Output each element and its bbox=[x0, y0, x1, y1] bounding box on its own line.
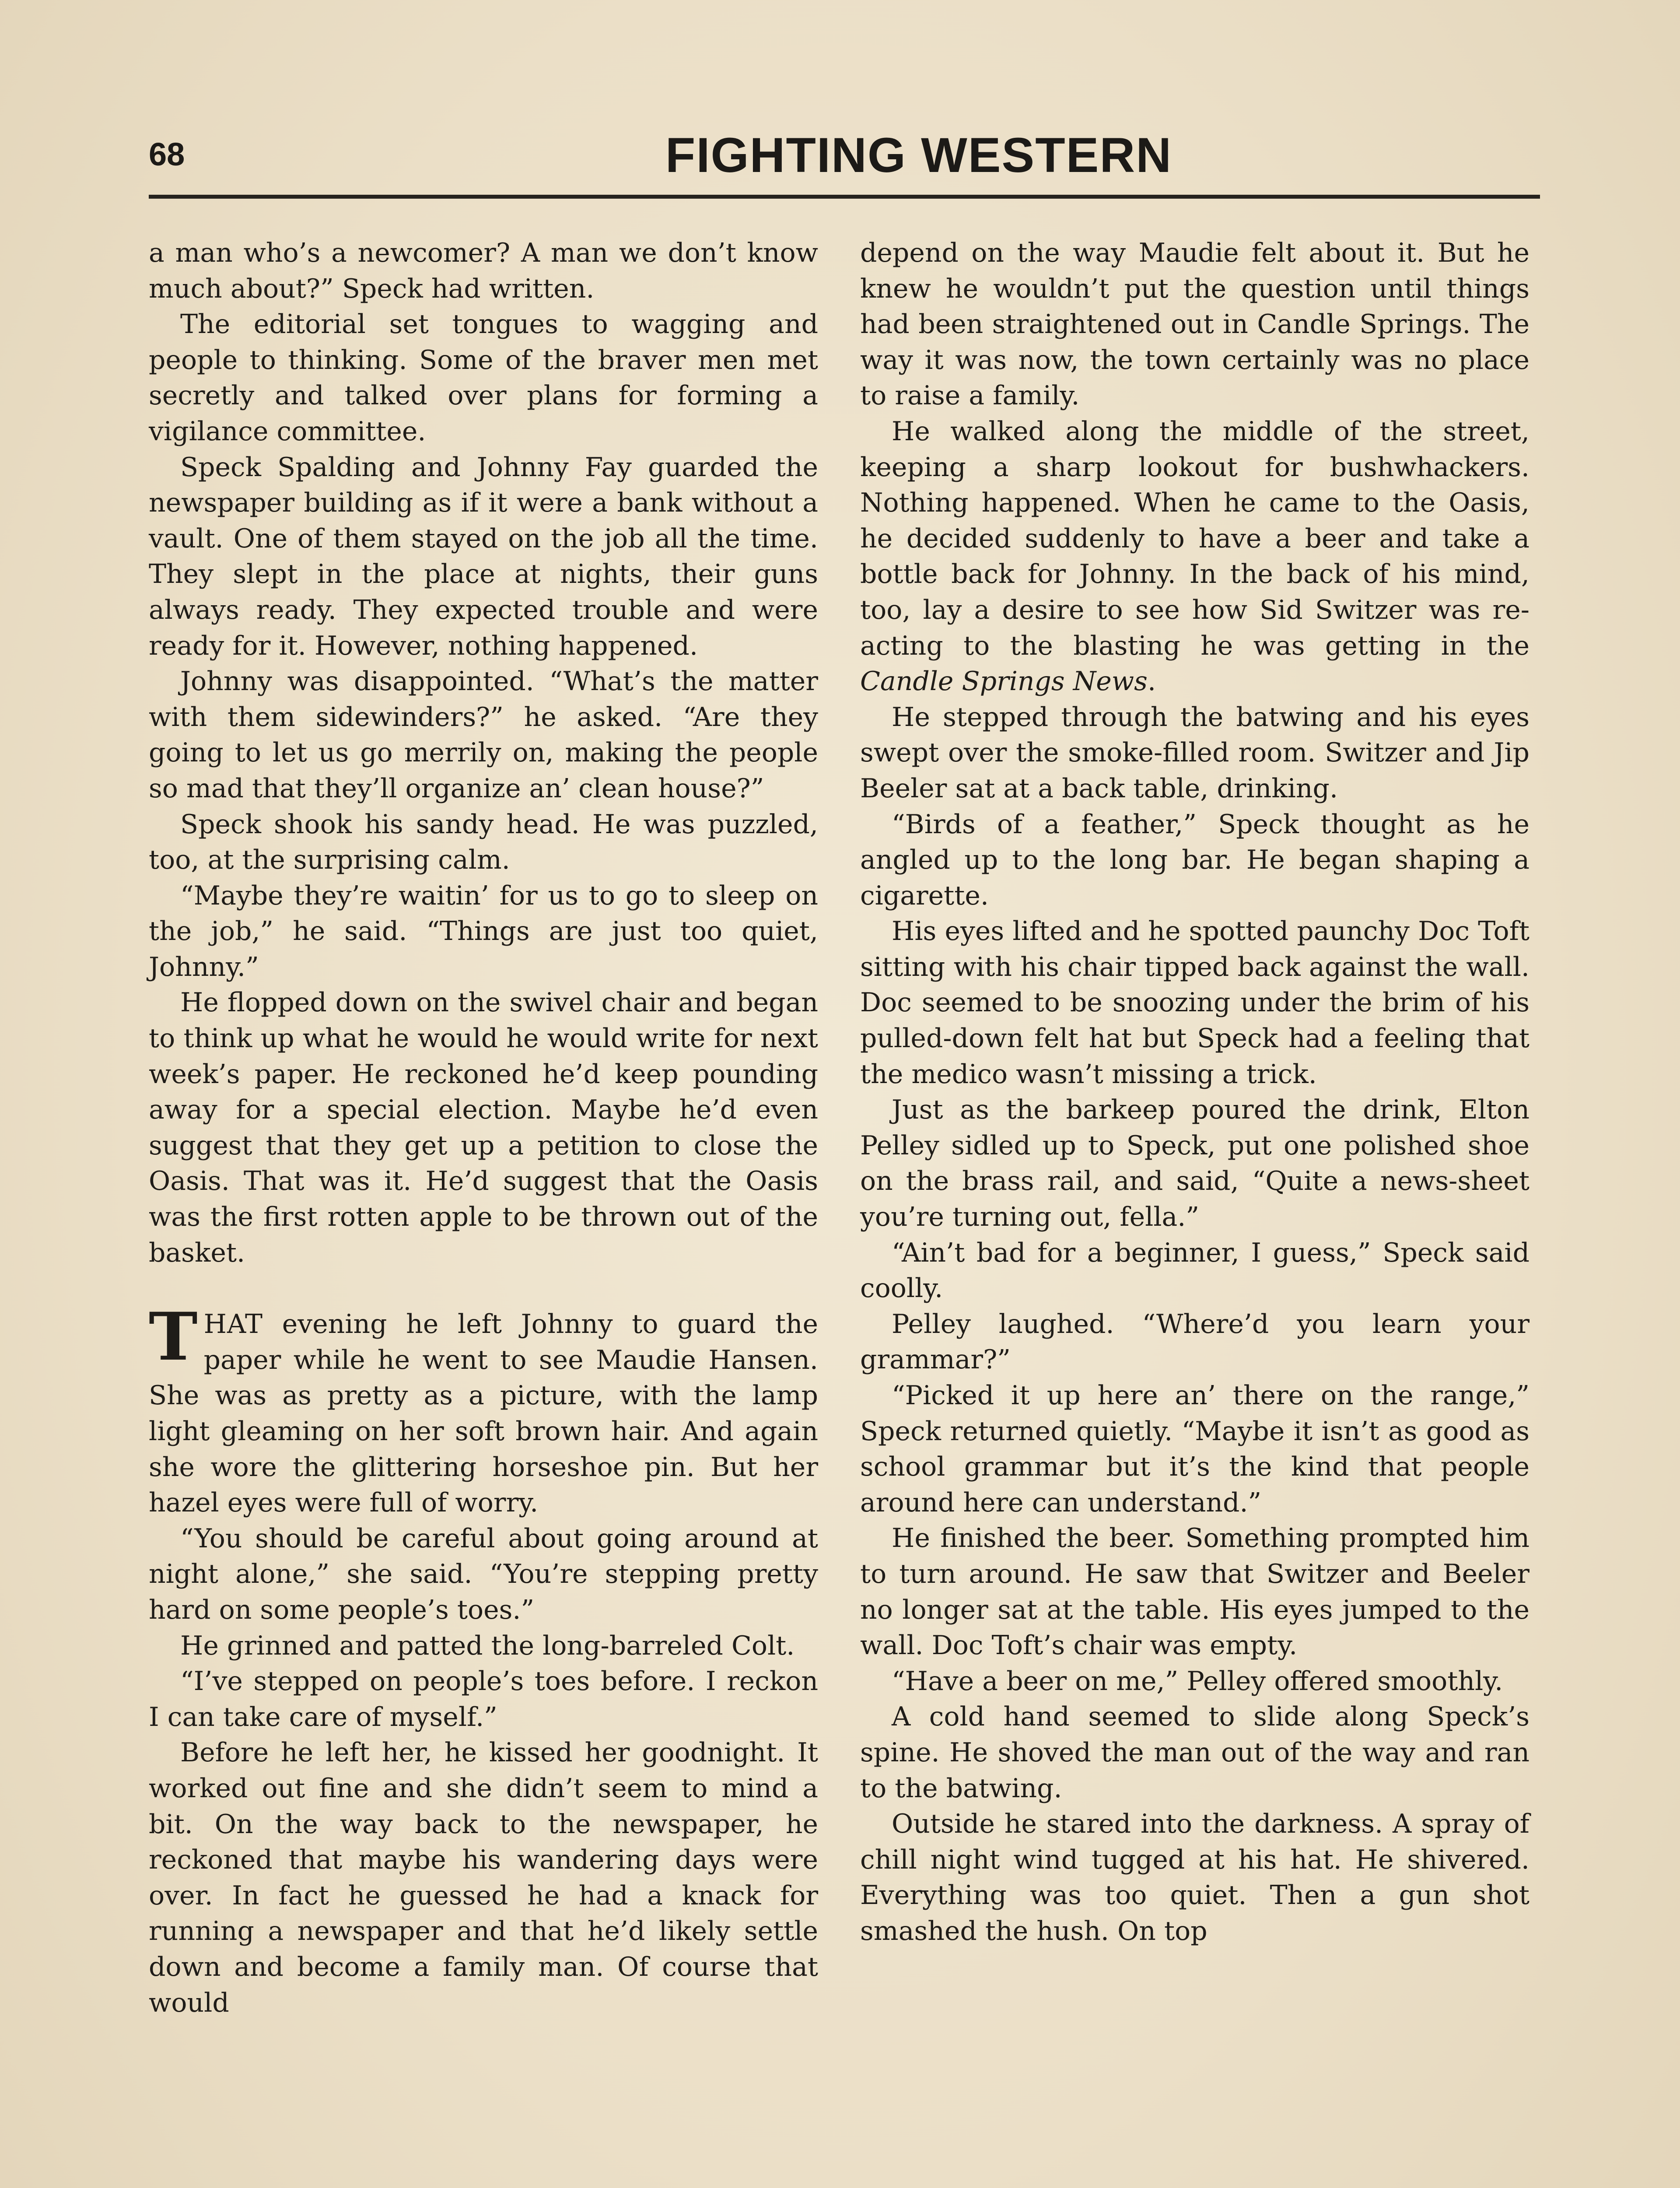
left-column bbox=[149, 235, 818, 2021]
paragraph-text-end: . bbox=[1147, 666, 1156, 697]
paragraph: He finished the beer. Something prompted him to turn around. He saw that Switzer and Beeler no longer sat at the table. His eyes jumped to the wall. Doc Toft’s chair was empty. bbox=[860, 1523, 1530, 1661]
newspaper-name: Candle Springs News bbox=[860, 666, 1148, 697]
paragraph: Pelley laughed. “Where’d you learn your grammar?” bbox=[860, 1308, 1530, 1375]
paragraph-text: He walked along the middle of the street, keeping a sharp lookout for bushwhackers. Nothing happened. When he came to the Oasis, he decided suddenly to have a beer and take a bottle back for Johnny. In the back of his mind, too, lay a desire to see how Sid Switzer was reacting to the blasting he was getting in the bbox=[860, 416, 1530, 661]
page-number: 68 bbox=[149, 136, 185, 172]
paragraph: A cold hand seemed to slide along Speck’s spine. He shoved the man out of the way and ran to the batwing. bbox=[860, 1701, 1530, 1804]
paragraph: “Have a beer on me,” Pelley offered smoothly. bbox=[892, 1666, 1503, 1697]
paragraph: Johnny was disappointed. “What’s the matter with them sidewinders?” he asked. “Are they going to let us go merrily on, making the people so mad that they’ll organize an’ clean house?” bbox=[149, 666, 818, 804]
paragraph: Speck Spalding and Johnny Fay guarded the newspaper building as if it were a bank without a vault. One of them stayed on the job all the time. They slept in the place at nights, their guns always ready. They expected trouble and were ready for it. However, nothing happened. bbox=[149, 452, 818, 661]
paragraph: “Birds of a feather,” Speck thought as he angled up to the long bar. He began shaping a cigarette. bbox=[860, 809, 1530, 911]
paragraph-text: evening he left Johnny to guard the paper while he went to see Maudie Hansen. She was as pretty as a picture, with the lamp light gleaming on her soft brown hair. And again she wore the glittering horseshoe pin. But her hazel eyes were full of worry. bbox=[149, 1309, 818, 1518]
paragraph: “Maybe they’re waitin’ for us to go to sleep on the job,” he said. “Things are just too quiet, Johnny.” bbox=[149, 880, 818, 982]
drop-cap: T bbox=[149, 1298, 198, 1376]
paragraph: a man who’s a newcomer? A man we don’t know much about?” Speck had written. bbox=[149, 238, 818, 304]
paragraph: Before he left her, he kissed her goodnight. It worked out fine and she didn’t seem to mind a bit. On the way back to the newspaper, he reckoned that maybe his wandering days were over. In fact he guessed he had a knack for running a newspaper and that he’d likely settle down and become a family man. Of course that would bbox=[149, 1737, 818, 2018]
paragraph: “Picked it up here an’ there on the range,” Speck returned quietly. “Maybe it isn’t as good as school grammar but it’s the kind that people around here can understand.” bbox=[860, 1380, 1530, 1518]
paragraph: Speck shook his sandy head. He was puzzled, too, at the surprising calm. bbox=[149, 809, 818, 876]
paragraph: His eyes lifted and he spotted paunchy Doc Toft sitting with his chair tipped back against the wall. Doc seemed to be snoozing under the brim of his pulled-down felt hat but Speck had a feeling that the medico wasn’t missing a trick. bbox=[860, 916, 1530, 1090]
magazine-title: FIGHTING WESTERN bbox=[665, 128, 1172, 182]
paragraph: Just as the barkeep poured the drink, Elton Pelley sidled up to Speck, put one polished shoe on the brass rail, and said, “Quite a news-sheet you’re turning out, fella.” bbox=[860, 1094, 1530, 1233]
paragraph: The editorial set tongues to wagging and people to thinking. Some of the braver men met secretly and talked over plans for forming a vigilance committee. bbox=[149, 309, 818, 447]
paragraph: He stepped through the batwing and his eyes swept over the smoke-filled room. Switzer and Jip Beeler sat at a back table, drinking. bbox=[860, 701, 1530, 804]
lead-in-caps: HAT bbox=[203, 1309, 263, 1340]
header-rule bbox=[149, 195, 1540, 199]
right-column bbox=[860, 235, 1530, 1950]
paragraph: “You should be careful about going around at night alone,” she said. “You’re stepping pretty hard on some people’s toes.” bbox=[149, 1523, 818, 1625]
paragraph: “I’ve stepped on people’s toes before. I reckon I can take care of myself.” bbox=[149, 1666, 818, 1732]
paragraph: “Ain’t bad for a beginner, I guess,” Speck said coolly. bbox=[860, 1237, 1530, 1304]
paragraph: Outside he stared into the darkness. A spray of chill night wind tugged at his hat. He shivered. Everything was too quiet. Then a gun shot smashed the hush. On top bbox=[860, 1809, 1530, 1946]
paragraph: depend on the way Maudie felt about it. But he knew he wouldn’t put the question until things had been straightened out in Candle Springs. The way it was now, the town certainly was no place to raise a family. bbox=[860, 238, 1530, 411]
paragraph bbox=[860, 414, 1530, 700]
page-header bbox=[149, 127, 1540, 188]
paragraph: He flopped down on the swivel chair and began to think up what he would he would write for next week’s paper. He reckoned he’d keep pounding away for a special election. Maybe he’d even suggest that they get up a petition to close the Oasis. That was it. He’d suggest that the Oasis was the first rotten apple to be thrown out of the basket. bbox=[149, 987, 818, 1268]
paragraph: He grinned and patted the long-barreled Colt. bbox=[180, 1630, 795, 1661]
section-start-paragraph bbox=[149, 1298, 818, 1521]
